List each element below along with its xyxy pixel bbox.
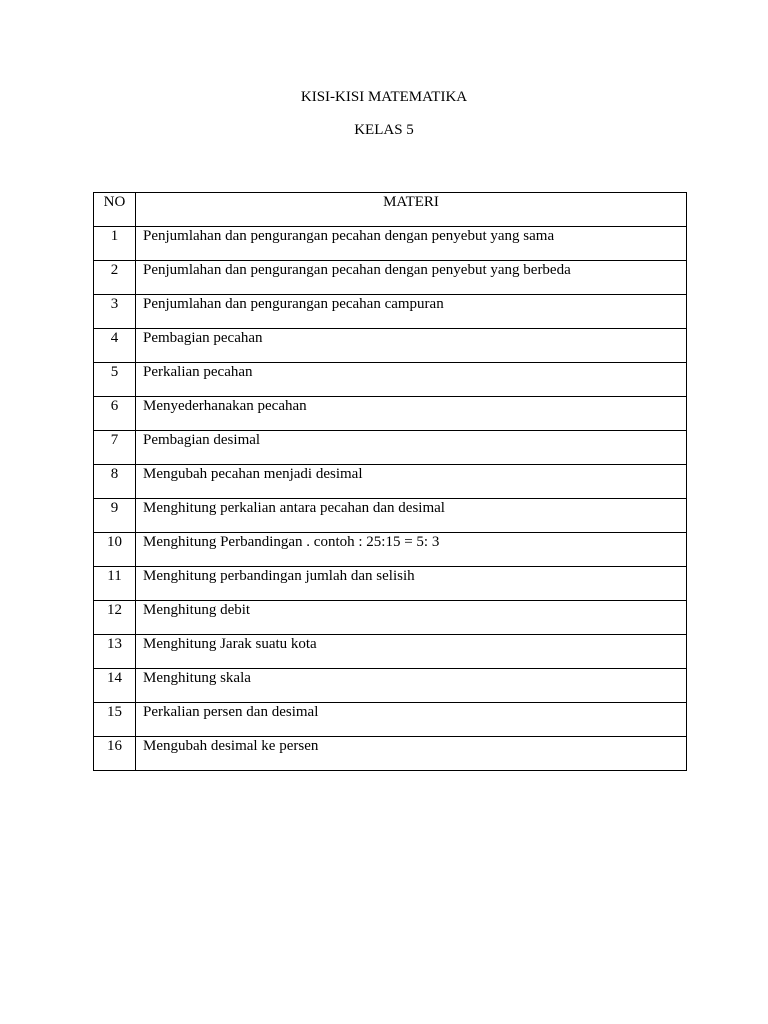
row-no-cell [94,329,136,363]
row-no: 4 [110,330,119,346]
table-row [94,635,687,669]
table-row [94,465,687,499]
row-materi: Perkalian persen dan desimal [143,704,319,720]
row-materi-cell [136,703,687,737]
row-no: 15 [107,704,122,720]
row-materi: Menghitung perkalian antara pecahan dan desimal [143,500,445,516]
table-row [94,261,687,295]
row-no-cell [94,669,136,703]
row-no: 8 [110,466,119,482]
row-materi-cell [136,635,687,669]
row-no-cell [94,567,136,601]
row-no: 7 [110,432,119,448]
row-no-cell [94,703,136,737]
row-no: 2 [110,262,119,278]
row-materi-cell [136,363,687,397]
row-materi: Penjumlahan dan pengurangan pecahan campuran [143,296,444,312]
row-no: 12 [107,602,122,618]
header-materi-label: MATERI [383,194,439,210]
row-materi: Penjumlahan dan pengurangan pecahan dengan penyebut yang sama [143,228,555,244]
row-materi-cell [136,261,687,295]
row-no-cell [94,465,136,499]
header-no-label: NO [103,194,126,210]
row-no: 10 [107,534,122,550]
row-materi: Menghitung debit [143,602,251,618]
row-no-cell [94,227,136,261]
row-materi: Perkalian pecahan [143,364,253,380]
row-no: 1 [110,228,119,244]
row-no-cell [94,737,136,771]
table-row [94,431,687,465]
row-materi-cell [136,431,687,465]
row-materi-cell [136,669,687,703]
row-materi: Menghitung skala [143,670,251,686]
row-materi: Mengubah pecahan menjadi desimal [143,466,363,482]
row-materi-cell [136,397,687,431]
row-materi: Pembagian pecahan [143,330,263,346]
row-no: 11 [107,568,122,584]
row-no: 3 [110,296,119,312]
row-no: 14 [107,670,122,686]
row-no: 6 [110,398,119,414]
row-no-cell [94,261,136,295]
row-materi: Menyederhanakan pecahan [143,398,307,414]
row-no-cell [94,635,136,669]
document-subtitle: KELAS 5 [354,122,414,138]
row-no-cell [94,499,136,533]
table-row [94,533,687,567]
table-row [94,669,687,703]
row-materi-cell [136,601,687,635]
table-header-row [94,193,687,227]
row-no-cell [94,295,136,329]
row-materi: Penjumlahan dan pengurangan pecahan dengan penyebut yang berbeda [143,262,571,278]
row-materi-cell [136,737,687,771]
row-no-cell [94,601,136,635]
header-materi [136,193,687,227]
row-materi: Mengubah desimal ke persen [143,738,319,754]
row-materi: Menghitung Jarak suatu kota [143,636,317,652]
table-row [94,227,687,261]
row-no: 13 [107,636,122,652]
table-row [94,295,687,329]
row-no-cell [94,431,136,465]
table-row [94,703,687,737]
materi-table [93,192,687,771]
row-no: 9 [110,500,119,516]
header-no [94,193,136,227]
table-row [94,397,687,431]
table-row [94,567,687,601]
row-no: 16 [107,738,122,754]
row-no-cell [94,363,136,397]
row-materi-cell [136,227,687,261]
table-row [94,329,687,363]
row-no-cell [94,397,136,431]
row-no: 5 [110,364,119,380]
row-materi: Pembagian desimal [143,432,261,448]
table-row [94,737,687,771]
row-materi: Menghitung perbandingan jumlah dan selisih [143,568,415,584]
table-row [94,601,687,635]
row-materi-cell [136,499,687,533]
row-materi-cell [136,465,687,499]
row-materi-cell [136,567,687,601]
row-no-cell [94,533,136,567]
row-materi-cell [136,533,687,567]
row-materi: Menghitung Perbandingan . contoh : 25:15 = 5: 3 [143,534,440,550]
table-row [94,363,687,397]
document-title: KISI-KISI MATEMATIKA [300,89,468,105]
row-materi-cell [136,329,687,363]
table-row [94,499,687,533]
row-materi-cell [136,295,687,329]
